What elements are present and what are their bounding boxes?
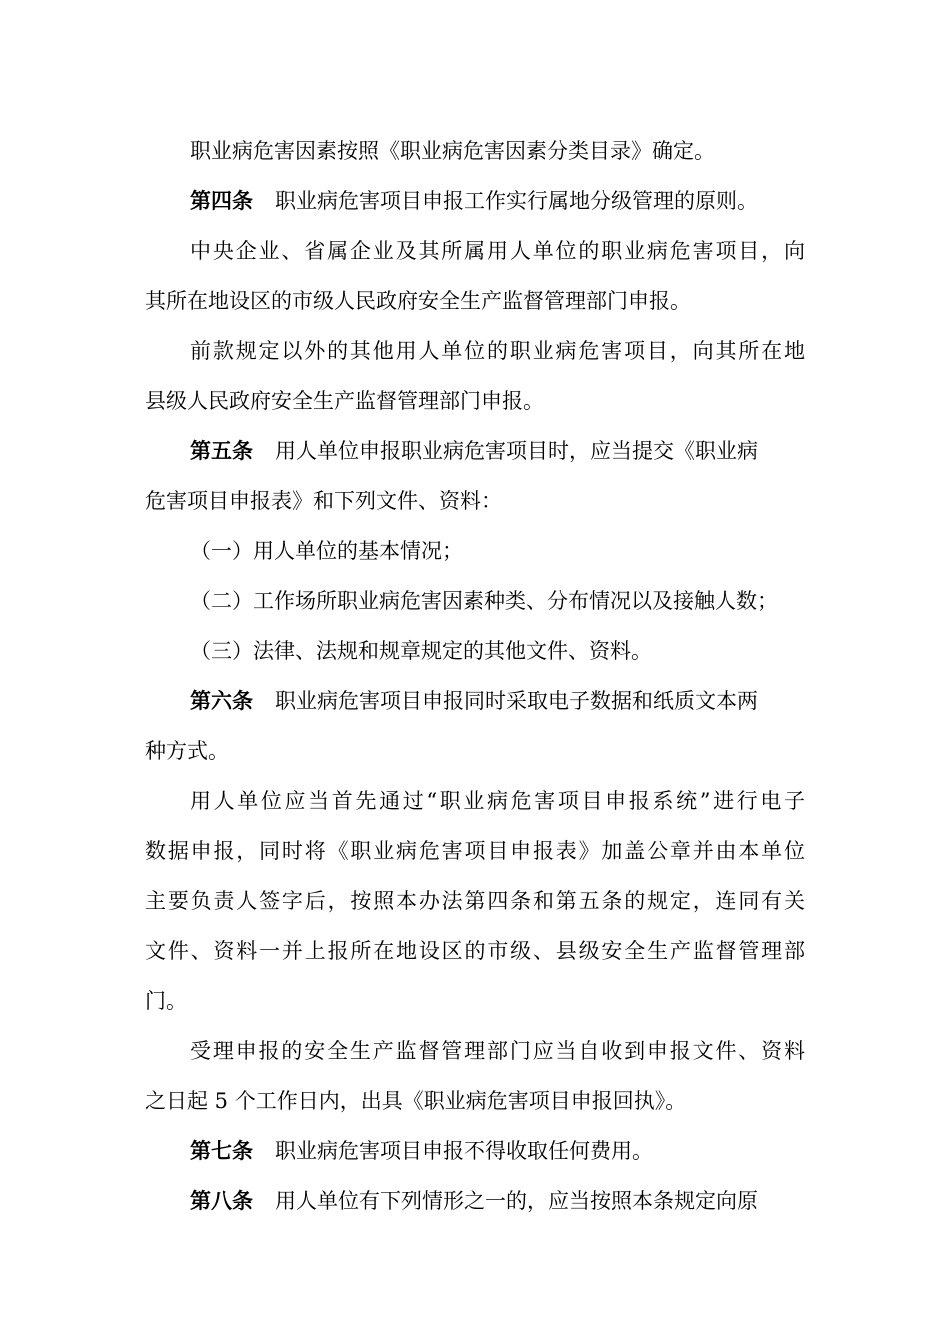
line-text: 县级人民政府安全生产监督管理部门申报。 [145, 389, 544, 413]
article-number: 第五条 [190, 438, 253, 463]
line-text: 危害项目申报表》和下列文件、资料： [145, 489, 502, 513]
paragraph-line [190, 236, 805, 266]
paragraph-line [145, 836, 805, 866]
line-text: 数据申报，同时将《职业病危害项目申报表》加盖公章并由本单位 [145, 839, 805, 863]
list-item [190, 586, 805, 616]
paragraph-line [190, 336, 805, 366]
paragraph-line [190, 136, 805, 166]
article-6-heading-line [190, 686, 805, 716]
line-text: （二）工作场所职业病危害因素种类、分布情况以及接触人数； [190, 589, 778, 613]
paragraph-line [190, 786, 805, 816]
line-text: 门。 [145, 989, 187, 1013]
paragraph-line [145, 486, 805, 516]
article-4-heading-line [190, 186, 805, 216]
line-text: 职业病危害项目申报工作实行属地分级管理的原则。 [275, 189, 758, 213]
article-number: 第八条 [190, 1188, 253, 1213]
paragraph-line [145, 1086, 805, 1116]
paragraph-line [145, 386, 805, 416]
article-5-heading-line [190, 436, 805, 466]
paragraph-line [145, 736, 805, 766]
article-7-heading-line [190, 1136, 805, 1166]
line-text: 主要负责人签字后，按照本办法第四条和第五条的规定，连同有关 [145, 889, 805, 913]
line-text: 职业病危害项目申报同时采取电子数据和纸质文本两 [275, 689, 758, 713]
line-text: 职业病危害因素按照《职业病危害因素分类目录》确定。 [190, 139, 715, 163]
line-text: 文件、资料一并上报所在地设区的市级、县级安全生产监督管理部 [145, 939, 805, 963]
line-text: 之日起 5 个工作日内，出具《职业病危害项目申报回执》。 [145, 1089, 687, 1113]
list-item [190, 636, 805, 666]
list-item [190, 536, 805, 566]
line-text: 用人单位有下列情形之一的，应当按照本条规定向原 [275, 1189, 758, 1213]
article-8-heading-line [190, 1186, 805, 1216]
paragraph-line [145, 886, 805, 916]
line-text: 受理申报的安全生产监督管理部门应当自收到申报文件、资料 [190, 1039, 805, 1063]
paragraph-line [145, 986, 805, 1016]
paragraph-line [190, 1036, 805, 1066]
line-text: 用人单位申报职业病危害项目时，应当提交《职业病 [275, 439, 758, 463]
line-text: 用人单位应当首先通过“职业病危害项目申报系统”进行电子 [190, 789, 805, 813]
line-text: 前款规定以外的其他用人单位的职业病危害项目，向其所在地 [190, 339, 805, 363]
line-text: （一）用人单位的基本情况； [190, 539, 463, 563]
article-number: 第七条 [190, 1138, 253, 1163]
line-text: 种方式。 [145, 739, 229, 763]
paragraph-line [145, 936, 805, 966]
line-text: 其所在地设区的市级人民政府安全生产监督管理部门申报。 [145, 289, 691, 313]
line-text: 职业病危害项目申报不得收取任何费用。 [275, 1139, 653, 1163]
article-number: 第四条 [190, 188, 253, 213]
article-number: 第六条 [190, 688, 253, 713]
line-text: （三）法律、法规和规章规定的其他文件、资料。 [190, 639, 652, 663]
paragraph-line [145, 286, 805, 316]
line-text: 中央企业、省属企业及其所属用人单位的职业病危害项目，向 [190, 239, 805, 263]
